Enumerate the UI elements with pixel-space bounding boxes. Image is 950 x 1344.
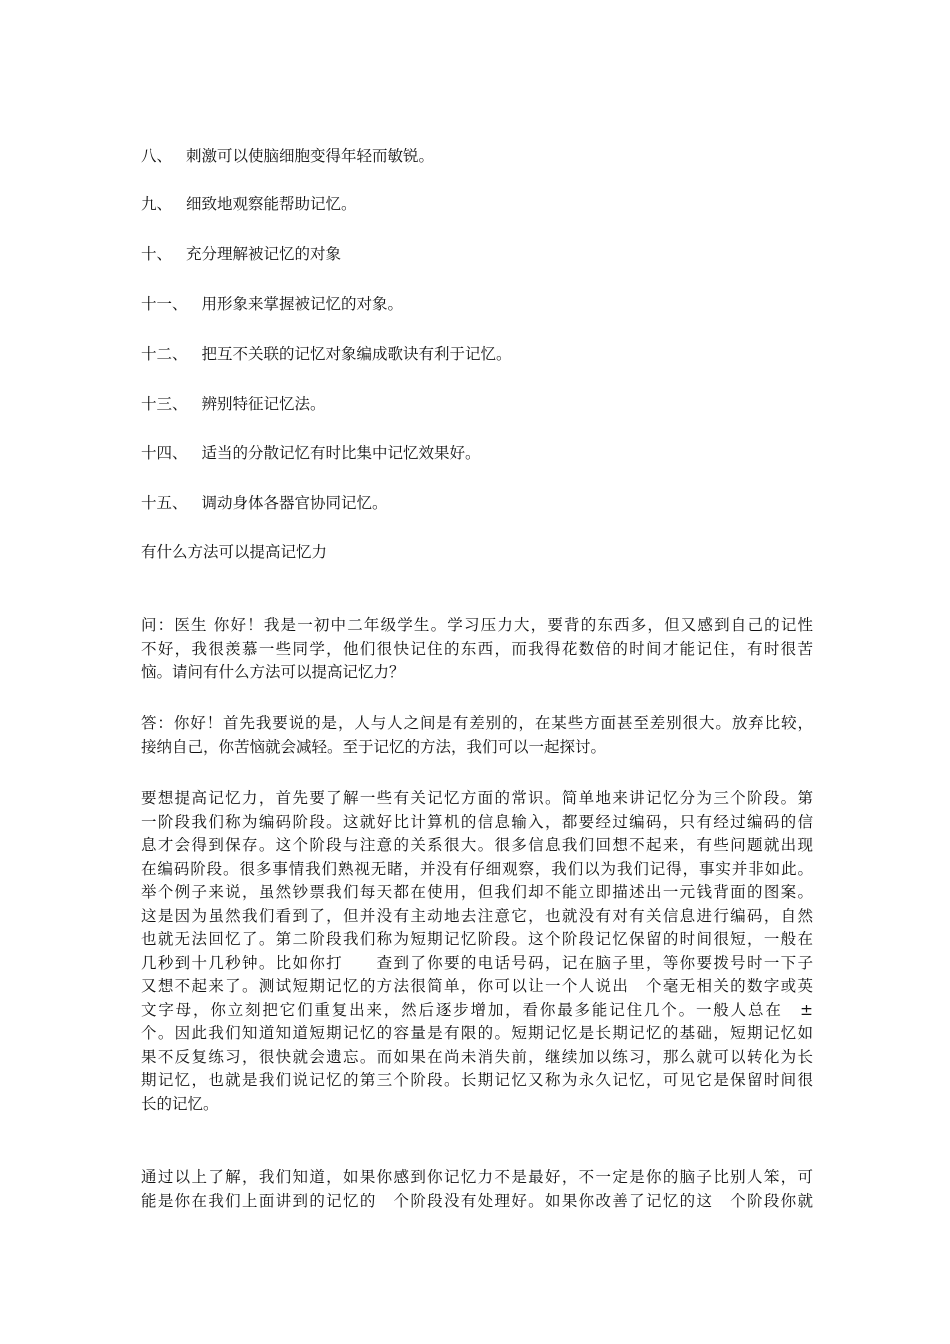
text-line: 这是因为虽然我们看到了，但并没有主动地去注意它，也就没有对有关信息进行编码，自然 [141, 906, 813, 925]
list-item-text: 刺激可以使脑细胞变得年轻而敏锐。 [186, 147, 435, 165]
list-item [141, 394, 326, 414]
list-item-number: 十二、 [141, 345, 188, 363]
text-line: 不好，我很羡慕一些同学，他们很快记住的东西，而我得花数倍的时间才能记住，有时很苦 [141, 639, 813, 658]
text-line: 恼。请问有什么方法可以提高记忆力？ [141, 663, 405, 681]
list-item [141, 344, 512, 364]
text-line: 能是你在我们上面讲到的记忆的 个阶段没有处理好。如果你改善了记忆的这 个阶段你就 [141, 1191, 813, 1210]
list-item-text: 把互不关联的记忆对象编成歌诀有利于记忆。 [201, 345, 512, 363]
list-item-text: 适当的分散记忆有时比集中记忆效果好。 [201, 444, 481, 462]
list-item-number: 十五、 [141, 494, 188, 512]
text-line: 又想不起来了。测试短期记忆的方法很简单，你可以让一个人说出 个毫无相关的数字或英 [141, 977, 813, 995]
question-paragraph [141, 614, 813, 685]
text-line: 接纳自己，你苦恼就会减轻。至于记忆的方法，我们可以一起探讨。 [141, 737, 607, 756]
list-item-number: 十四、 [141, 444, 188, 462]
list-item [141, 294, 403, 314]
list-item-text: 用形象来掌握被记忆的对象。 [201, 295, 404, 313]
text-line: 通过以上了解，我们知道，如果你感到你记忆力不是最好，不一定是你的脑子比别人笨，可 [141, 1168, 813, 1186]
answer-paragraph [141, 712, 813, 759]
list-item-text: 辨别特征记忆法。 [201, 395, 326, 413]
text-line: 几秒到十几秒钟。比如你打 查到了你要的电话号码，记在脑子里，等你要拨号时一下子 [141, 953, 813, 972]
list-item [141, 443, 481, 463]
text-line: 举个例子来说，虽然钞票我们每天都在使用，但我们却不能立即描述出一元钱背面的图案。 [141, 883, 813, 901]
text-line: 也就无法回忆了。第二阶段我们称为短期记忆阶段。这个阶段记忆保留的时间很短，一般在 [141, 930, 813, 948]
text-line: 期记忆，也就是我们说记忆的第三个阶段。长期记忆又称为永久记忆，可见它是保留时间很 [141, 1071, 813, 1089]
list-item [141, 244, 341, 264]
list-item [141, 146, 434, 166]
list-item-text: 细致地观察能帮助记忆。 [186, 195, 357, 213]
text-line: 个。因此我们知道知道短期记忆的容量是有限的。短期记忆是长期记忆的基础，短期记忆如 [141, 1024, 813, 1042]
text-line: 要想提高记忆力，首先要了解一些有关记忆方面的常识。简单地来讲记忆分为三个阶段。第 [141, 789, 813, 807]
text-line: 息才会得到保存。这个阶段与注意的关系很大。很多信息我们回想不起来，有些问题就出现 [141, 836, 813, 854]
list-item-number: 九、 [141, 195, 173, 213]
section-heading: 有什么方法可以提高记忆力 [141, 543, 328, 561]
conclusion-paragraph [141, 1166, 813, 1213]
text-line: 一阶段我们称为编码阶段。这就好比计算机的信息输入，都要经过编码，只有经过编码的信 [141, 812, 813, 831]
text-line: 在编码阶段。很多事情我们熟视无睹，并没有仔细观察，我们以为我们记得，事实并非如此。 [141, 859, 813, 878]
text-line: 果不反复练习，很快就会遗忘。而如果在尚未消失前，继续加以练习，那么就可以转化为长 [141, 1047, 813, 1066]
text-line: 长的记忆。 [141, 1094, 219, 1113]
list-item-text: 充分理解被记忆的对象 [186, 245, 342, 263]
text-line: 问：医生 你好！我是一初中二年级学生。学习压力大，要背的东西多，但又感到自己的记性 [141, 616, 813, 634]
text-line: 文字母，你立刻把它们重复出来，然后逐步增加，看你最多能记住几个。一般人总在 ± [141, 1000, 813, 1019]
text-line: 答：你好！首先我要说的是，人与人之间是有差别的，在某些方面甚至差别很大。放弃比较， [141, 714, 813, 732]
list-item-number: 十、 [141, 245, 173, 263]
list-item-number: 十一、 [141, 295, 188, 313]
list-item-text: 调动身体各器官协同记忆。 [201, 494, 388, 512]
list-item-number: 八、 [141, 147, 173, 165]
list-item [141, 194, 357, 214]
list-item [141, 493, 388, 513]
list-item-number: 十三、 [141, 395, 188, 413]
body-paragraph [141, 787, 813, 1116]
